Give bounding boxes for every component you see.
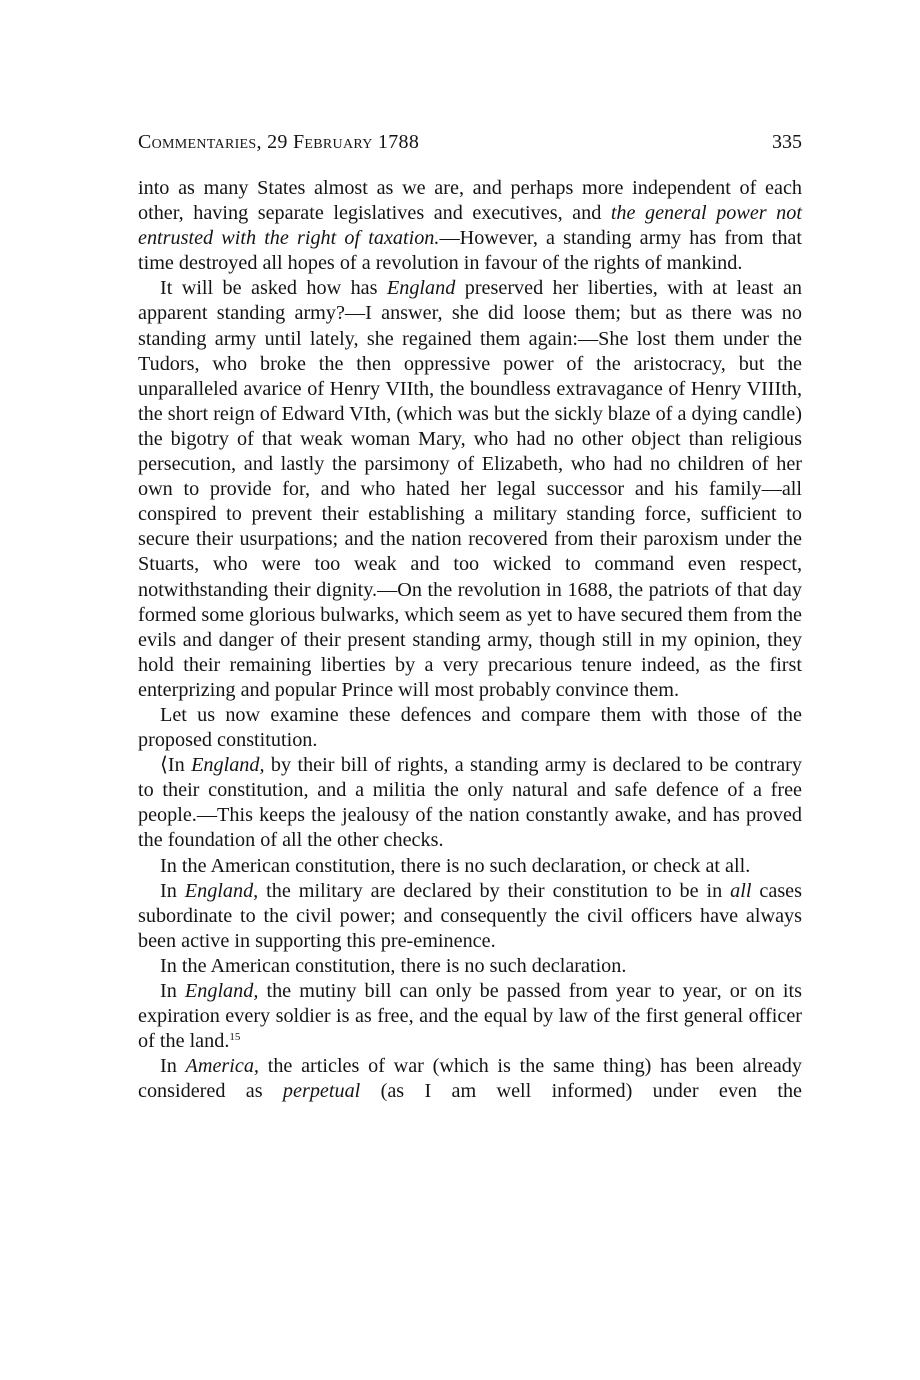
text-run: ⟨In [160, 754, 192, 777]
paragraph [138, 753, 802, 853]
italic-text: England, [184, 980, 259, 1002]
text-run: It will be asked how has [160, 277, 387, 300]
text-run: preserved her liberties, with at least an apparent standing army?—I answer, she did loose them; but as there was no standing army until lately, she regained them again:—She lost them under the Tudors, who broke the then oppressive power of the aristocracy, but the unparalleled avarice of Henry VIIth, the boundless extravagance of Henry VIIIth, the short reign of Edward VIth, (which was but the sickly blaze of a dying candle) the bigotry of that weak woman Mary, who had no other object than religious persecution, and lastly the parsimony of Elizabeth, who had no children of her own to provide for, and who hated her legal successor and his family—all conspired to prevent their establishing a military standing force, sufficient to secure their usurpations; and the nation recovered from their paroxism under the Stuarts, who were too weak and too wicked to command even respect, notwithstanding their dignity.—On the revolution in 1688, the patriots of that day formed some glorious bulwarks, which seem as yet to have secured them from the evils and danger of their present standing army, though still in my opinion, they hold their remaining liberties by a very precarious tenure indeed, as the first enterprizing and popular Prince will most probably convince them. [138, 277, 802, 701]
text-run: the articles of war (which is the same thing) has been already considered as [138, 1055, 802, 1103]
italic-text: England, [191, 754, 265, 777]
running-title: Commentaries, 29 February 1788 [138, 131, 420, 153]
text-run: In [160, 879, 185, 902]
text-run: (as I am well informed) under even the [360, 1080, 802, 1103]
text-run: In [160, 980, 185, 1002]
paragraph [138, 954, 802, 979]
paragraph [138, 979, 802, 1054]
paragraph [138, 854, 802, 879]
text-run: the mutiny bill can only be passed from year to year, or on its expiration every soldier is as free, and the equal by law of the first general officer of the land. [138, 980, 802, 1053]
italic-text: England, [184, 879, 259, 902]
paragraph [138, 703, 802, 753]
page-number: 335 [772, 131, 802, 153]
text-run: the military are declared by their constitution to be in [258, 879, 731, 902]
text-run: —However, a standing army has from that time destroyed all hopes of a revolution in favour of the rights of mankind. [138, 227, 802, 275]
text-run: cases subordinate to the civil power; and consequently the civil officers have always been active in supporting this pre-eminence. [138, 879, 802, 952]
text-run: by their bill of rights, a standing army is declared to be contrary to their constitution, and a militia the only natural and safe defence of a free people.—This keeps the jealousy of the nation constantly awake, and has proved the foundation of all the other checks. [138, 754, 802, 852]
text-run: Let us now examine these defences and compare them with those of the proposed constitution. [138, 703, 802, 752]
paragraph [138, 276, 802, 703]
text-run: In the American constitution, there is no such declaration. [160, 954, 627, 977]
paragraph [138, 1054, 802, 1104]
italic-text: all [730, 879, 752, 902]
italic-text: the general power not entrusted with the right of taxation. [138, 202, 802, 250]
text-run: In [160, 1055, 186, 1078]
paragraph [138, 879, 802, 954]
running-head [138, 128, 802, 156]
text-run: In the American constitution, there is no such declaration, or check at all. [160, 854, 751, 877]
body-text [138, 176, 802, 1104]
italic-text: England [386, 277, 456, 300]
text-run: into as many States almost as we are, and perhaps more independent of each other, having separate legislatives and executives, and [138, 177, 802, 225]
italic-text: perpetual [282, 1080, 361, 1103]
italic-text: America, [185, 1055, 259, 1078]
paragraph [138, 176, 802, 276]
footnote-ref: 15 [229, 1031, 241, 1044]
